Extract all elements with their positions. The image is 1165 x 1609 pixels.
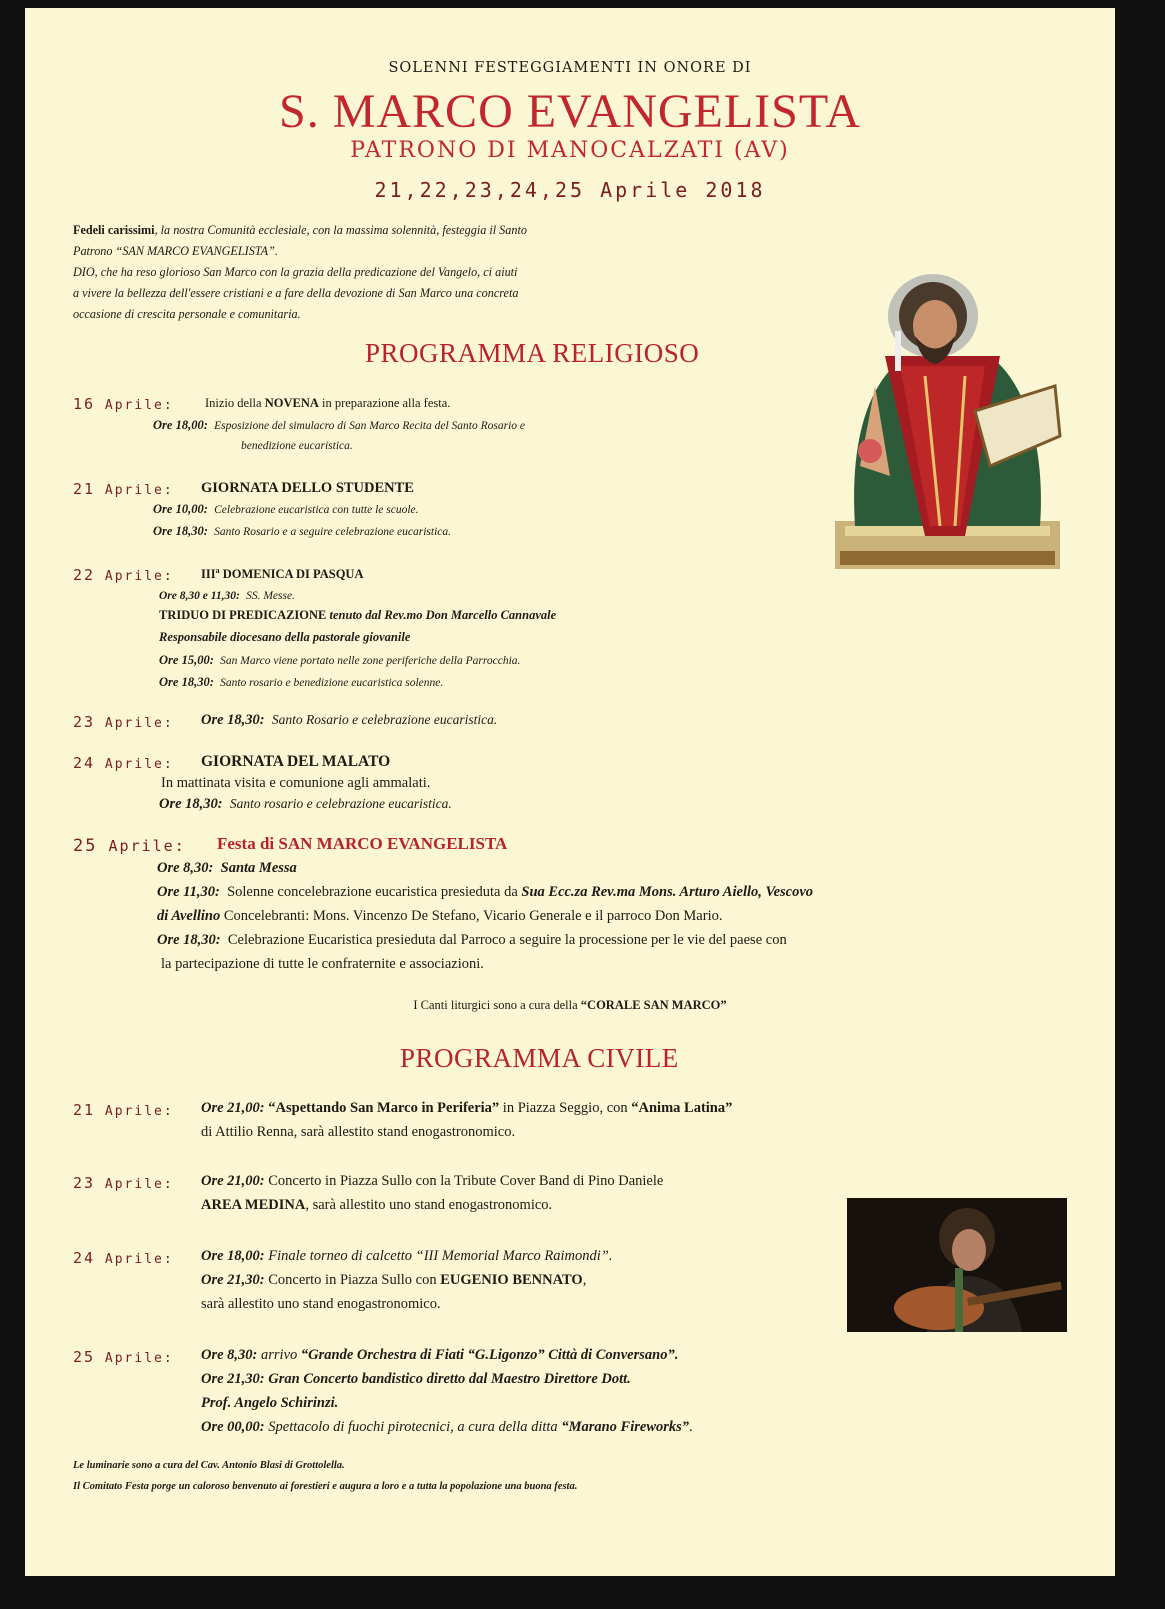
event-highlight: Gran Concerto bandistico diretto dal Maestro Direttore Dott.	[264, 1371, 631, 1387]
event-time: Ore 10,00:	[153, 502, 208, 516]
date-21-april	[73, 480, 174, 498]
choir-note	[25, 998, 1115, 1013]
event-text: Celebrazione Eucaristica presieduta dal Parroco a seguire la processione per le vie del paese con	[227, 932, 787, 948]
civil-event-23-cont	[201, 1197, 552, 1214]
month-label: Aprile:	[104, 398, 174, 413]
subtitle: PATRONO DI MANOCALZATI (AV)	[350, 138, 790, 163]
date-24-april	[73, 754, 174, 772]
month-label: Aprile:	[104, 716, 174, 731]
event-text: Inizio della	[205, 396, 265, 410]
civil-event-21	[201, 1100, 732, 1117]
event-text: Celebrazione eucaristica con tutte le scuole.	[214, 504, 419, 516]
event-text: DOMENICA DI PASQUA	[219, 567, 364, 582]
event-text: Santo Rosario e a seguire celebrazione eucaristica.	[214, 526, 451, 538]
footer-line-2: Il Comitato Festa porge un caloroso benvenuto ai forestieri e augura a loro e a tutta la popolazione una buona festa.	[73, 1481, 578, 1492]
date-16-april	[73, 395, 174, 413]
event-highlight: “Grande Orchestra di Fiati “G.Ligonzo” Città di Conversano”.	[300, 1347, 679, 1363]
event-text: Esposizione del simulacro di San Marco Recita del Santo Rosario e	[214, 420, 525, 432]
day-number: 22	[73, 566, 96, 584]
event-text: arrivo	[257, 1347, 301, 1363]
month-label: Aprile:	[104, 1351, 174, 1366]
intro-paragraph	[73, 220, 753, 325]
month-label: Aprile:	[108, 837, 186, 855]
event-time: Ore 21,00:	[201, 1100, 265, 1116]
month-label: Aprile:	[104, 1177, 174, 1192]
civil-event-24-concert	[201, 1272, 586, 1289]
day-number: 21	[73, 1101, 96, 1119]
event-text: in preparazione alla festa.	[318, 396, 451, 410]
day-number: 24	[73, 1249, 96, 1267]
day-number: 25	[73, 836, 98, 856]
event-time: Ore 18,30:	[159, 796, 223, 812]
civil-event-21-cont: di Attilio Renna, sarà allestito stand enogastronomico.	[201, 1124, 516, 1140]
event-25-heading: Festa di SAN MARCO EVANGELISTA	[217, 834, 508, 853]
event-time: Ore 18,00:	[201, 1248, 265, 1264]
date-22-april	[73, 566, 174, 584]
event-text: in Piazza Seggio, con	[499, 1100, 632, 1116]
intro-lead: Fedeli carissimi	[73, 223, 155, 237]
civil-date-21-april	[73, 1101, 174, 1119]
event-text: ,	[582, 1272, 587, 1288]
event-16-evening-cont: benedizione eucaristica.	[241, 440, 353, 452]
event-25-midday-cont	[157, 908, 722, 925]
intro-line-1: , la nostra Comunità ecclesiale, con la massima solennità, festeggia il Santo	[154, 223, 527, 237]
ordinal-sup: a	[215, 566, 220, 575]
header-pretitle: SOLENNI FESTEGGIAMENTI IN ONORE DI	[388, 60, 752, 76]
event-highlight: NOVENA	[264, 396, 319, 410]
event-highlight: Sua Ecc.za Rev.ma Mons. Arturo Aiello, Vescovo	[521, 884, 814, 900]
religious-program-title: PROGRAMMA RELIGIOSO	[365, 338, 700, 368]
event-time: Ore 15,00:	[159, 653, 214, 667]
event-text: Santo Rosario e celebrazione eucaristica.	[271, 712, 498, 727]
event-text: .	[689, 1419, 693, 1435]
event-24-heading: GIORNATA DEL MALATO	[201, 753, 391, 770]
month-label: Aprile:	[104, 757, 174, 772]
day-number: 24	[73, 754, 96, 772]
event-22-masses	[159, 588, 295, 603]
event-text: San Marco viene portato nelle zone periferiche della Parrocchia.	[220, 655, 521, 667]
day-number: 16	[73, 395, 96, 413]
day-number: 25	[73, 1348, 96, 1366]
event-highlight: “Aspettando San Marco in Periferia”	[268, 1100, 500, 1116]
event-time: Ore 21,00:	[201, 1173, 265, 1189]
event-22-triduo-cont: Responsabile diocesano della pastorale giovanile	[159, 630, 411, 644]
event-time: Ore 8,30:	[201, 1347, 258, 1363]
date-23-april	[73, 713, 174, 731]
event-highlight: “Marano Fireworks”	[561, 1419, 690, 1435]
event-21-evening	[153, 524, 451, 539]
event-highlight: TRIDUO DI PREDICAZIONE	[159, 608, 327, 622]
month-label: Aprile:	[104, 483, 174, 498]
event-23-evening	[201, 712, 497, 729]
note-text: I Canti liturgici sono a cura della	[413, 998, 581, 1012]
event-22-afternoon	[159, 653, 520, 668]
civil-event-24-cont: sarà allestito uno stand enogastronomico.	[201, 1296, 441, 1312]
day-number: 23	[73, 1174, 96, 1192]
event-16-novena	[205, 396, 450, 411]
event-text: Concelebranti: Mons. Vincenzo De Stefano, Vicario Generale e il parroco Don Mario.	[220, 908, 723, 924]
footer-notes	[73, 1455, 577, 1497]
event-text: Santo rosario e benedizione eucaristica solenne.	[220, 677, 444, 689]
civil-program-title: PROGRAMMA CIVILE	[400, 1043, 679, 1073]
event-time: Ore 18,30:	[153, 524, 208, 538]
event-25-midday	[157, 884, 813, 901]
event-text: Santa Messa	[220, 860, 297, 876]
event-22-evening	[159, 675, 443, 690]
civil-date-23-april	[73, 1174, 174, 1192]
note-highlight: “CORALE SAN MARCO”	[580, 998, 727, 1012]
civil-event-23	[201, 1173, 663, 1190]
event-time: Ore 18,00:	[153, 418, 208, 432]
civil-event-25-fireworks	[201, 1419, 693, 1436]
month-label: Aprile:	[104, 1104, 174, 1119]
event-text: , sarà allestito uno stand enogastronomico.	[305, 1197, 553, 1213]
event-text: Santo rosario e celebrazione eucaristica.	[229, 796, 452, 811]
event-text: Spettacolo di fuochi pirotecnici, a cura della ditta	[264, 1419, 562, 1435]
event-time: Ore 8,30 e 11,30:	[159, 590, 240, 602]
event-text: Concerto in Piazza Sullo con la Tribute Cover Band di Pino Daniele	[264, 1173, 664, 1189]
event-time: Ore 00,00:	[201, 1419, 265, 1435]
poster	[25, 8, 1115, 1576]
intro-line-5: occasione di crescita personale e comunitaria.	[73, 307, 301, 321]
event-highlight: AREA MEDINA	[201, 1197, 306, 1213]
footer-line-1: Le luminarie sono a cura del Cav. Antonio Blasi di Grottolella.	[73, 1460, 345, 1471]
event-time: Ore 11,30:	[157, 884, 220, 900]
event-highlight: “Anima Latina”	[631, 1100, 733, 1116]
event-time: Ore 18,30:	[157, 932, 221, 948]
event-25-morning	[157, 860, 297, 877]
event-24-morning: In mattinata visita e comunione agli ammalati.	[161, 775, 431, 791]
festival-dates: 21,22,23,24,25 Aprile 2018	[374, 178, 766, 202]
saint-mark-statue-image	[815, 236, 1070, 576]
event-21-morning	[153, 502, 419, 517]
event-22-triduo	[159, 608, 556, 623]
day-number: 23	[73, 713, 96, 731]
event-highlight: di Avellino	[157, 908, 221, 924]
event-16-evening	[153, 418, 525, 433]
intro-line-3: DIO, che ha reso glorioso San Marco con la grazia della predicazione del Vangelo, ci aiuti	[73, 265, 518, 279]
event-text: SS. Messe.	[246, 590, 295, 602]
event-highlight: EUGENIO BENNATO	[440, 1272, 583, 1288]
civil-date-25-april	[73, 1348, 174, 1366]
day-number: 21	[73, 480, 96, 498]
month-label: Aprile:	[104, 1252, 174, 1267]
civil-date-24-april	[73, 1249, 174, 1267]
event-24-evening	[159, 796, 452, 813]
event-time: Ore 18,30:	[159, 675, 214, 689]
event-time: Ore 8,30:	[157, 860, 214, 876]
date-25-april	[73, 836, 186, 856]
event-text: Concerto in Piazza Sullo con	[264, 1272, 441, 1288]
intro-line-2: Patrono “SAN MARCO EVANGELISTA”.	[73, 244, 278, 258]
guitarist-photo	[847, 1198, 1067, 1332]
event-25-evening	[157, 932, 787, 949]
civil-event-24-tournament	[201, 1248, 612, 1265]
civil-event-25-arrival	[201, 1347, 678, 1364]
civil-event-25-concert-cont: Prof. Angelo Schirinzi.	[201, 1395, 339, 1411]
event-time: Ore 21,30:	[201, 1371, 265, 1387]
event-21-heading: GIORNATA DELLO STUDENTE	[201, 480, 414, 496]
event-time: Ore 18,30:	[201, 712, 265, 728]
event-22-heading	[201, 566, 363, 582]
page-title: S. MARCO EVANGELISTA	[279, 85, 861, 138]
civil-event-25-concert	[201, 1371, 631, 1388]
event-25-evening-cont: la partecipazione di tutte le confraternite e associazioni.	[161, 956, 484, 972]
event-text: tenuto dal Rev.mo Don Marcello Cannavale	[326, 608, 557, 622]
event-text: Finale torneo di calcetto “III Memorial Marco Raimondi”.	[264, 1248, 613, 1264]
event-time: Ore 21,30:	[201, 1272, 265, 1288]
event-text: III	[201, 567, 216, 582]
event-text: Solenne concelebrazione eucaristica presieduta da	[227, 884, 522, 900]
intro-line-4: a vivere la bellezza dell'essere cristiani e a fare della devozione di San Marco una concreta	[73, 286, 519, 300]
month-label: Aprile:	[104, 569, 174, 584]
